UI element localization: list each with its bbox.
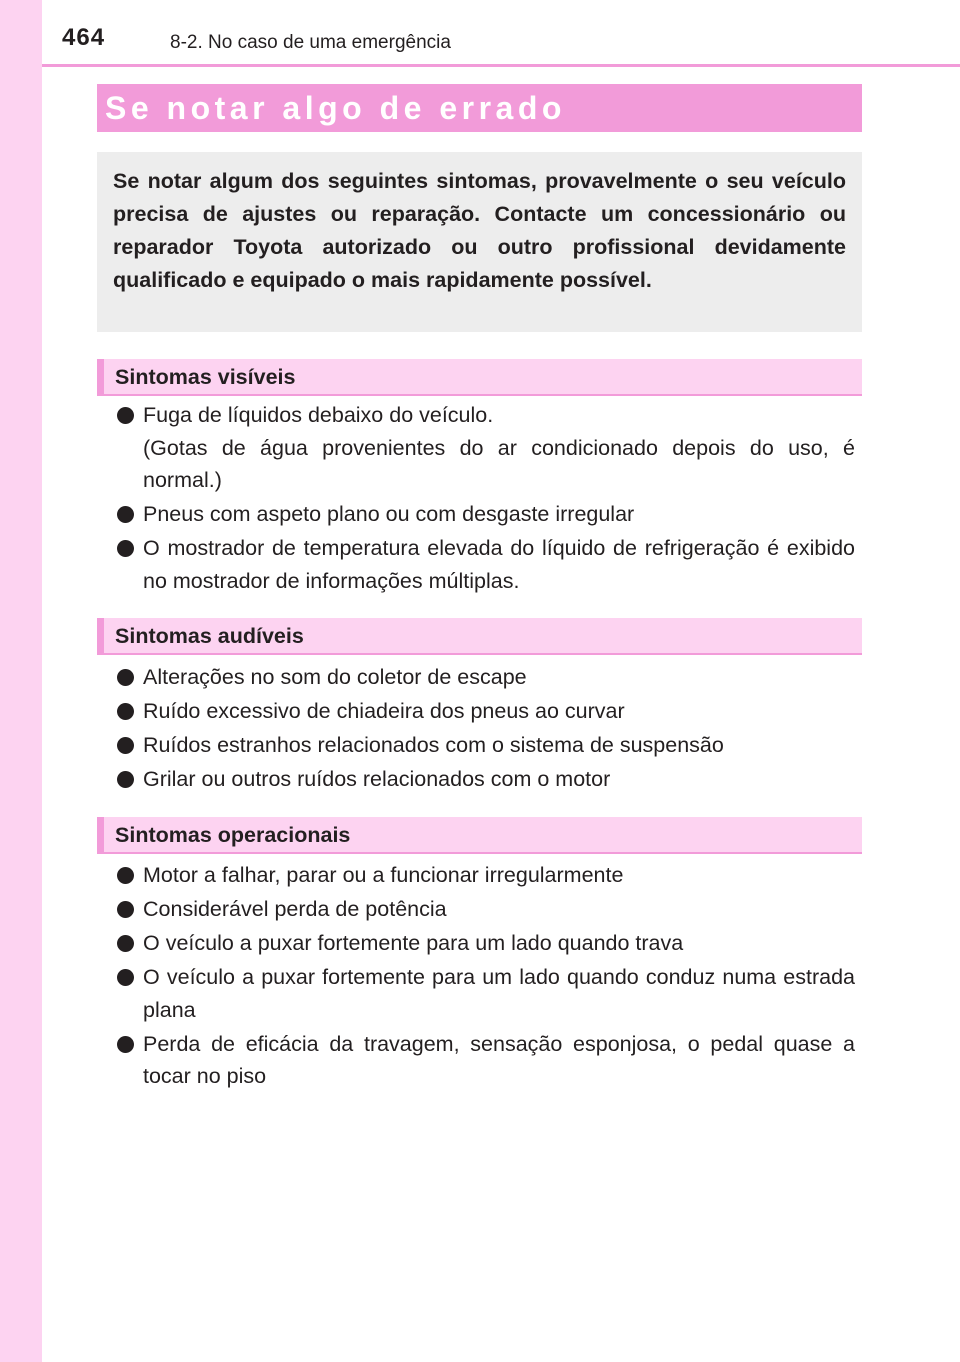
list-item <box>97 893 855 926</box>
list-item <box>97 927 855 960</box>
list-item <box>97 763 855 796</box>
section-heading-operational-symptoms: Sintomas operacionais <box>97 817 862 854</box>
bullet-icon <box>117 737 134 754</box>
list-item-text: Alterações no som do coletor de escape <box>143 665 527 689</box>
list-item <box>97 399 855 497</box>
list-item-text: Perda de eficácia da travagem, sensação esponjosa, o pedal quase a tocar no piso <box>143 1031 855 1088</box>
intro-box <box>97 152 862 332</box>
list-item <box>97 1028 855 1093</box>
list-item-text: Motor a falhar, parar ou a funcionar irregularmente <box>143 863 624 887</box>
bullet-icon <box>117 506 134 523</box>
left-margin-bar <box>0 0 42 1362</box>
list-item-text: Ruídos estranhos relacionados com o sistema de suspensão <box>143 733 724 757</box>
visible-symptoms-list <box>97 399 855 599</box>
bullet-icon <box>117 771 134 788</box>
bullet-icon <box>117 540 134 557</box>
section-heading-visible-symptoms: Sintomas visíveis <box>97 359 862 396</box>
list-item <box>97 859 855 892</box>
list-item <box>97 695 855 728</box>
bullet-icon <box>117 407 134 424</box>
header-divider <box>42 64 960 67</box>
section-heading-audible-symptoms: Sintomas audíveis <box>97 618 862 655</box>
bullet-icon <box>117 669 134 686</box>
section-reference: 8-2. No caso de uma emergência <box>170 32 451 53</box>
list-item-text: O veículo a puxar fortemente para um lado quando conduz numa estrada plana <box>143 965 855 1022</box>
list-item-text: O mostrador de temperatura elevada do líquido de refrigeração é exibido no mostrador de informações múltiplas. <box>143 536 855 593</box>
list-item-text: Pneus com aspeto plano ou com desgaste irregular <box>143 502 635 526</box>
list-item <box>97 729 855 762</box>
list-item-text: Considerável perda de potência <box>143 897 447 921</box>
list-item-text: Grilar ou outros ruídos relacionados com o motor <box>143 767 611 791</box>
list-item <box>97 532 855 597</box>
operational-symptoms-list <box>97 859 855 1094</box>
list-item-text: Ruído excessivo de chiadeira dos pneus ao curvar <box>143 699 625 723</box>
intro-text: Se notar algum dos seguintes sintomas, provavelmente o seu veículo precisa de ajustes ou reparação. Contacte um concessionário ou reparador Toyota autorizado ou outro profissional devidamente qualificado e equipado o mais rapidamente possível. <box>113 169 846 292</box>
list-item <box>97 961 855 1026</box>
bullet-icon <box>117 703 134 720</box>
bullet-icon <box>117 969 134 986</box>
bullet-icon <box>117 935 134 952</box>
list-item-note: (Gotas de água provenientes do ar condicionado depois do uso, é normal.) <box>143 435 855 492</box>
list-item <box>97 498 855 531</box>
bullet-icon <box>117 901 134 918</box>
page-number: 464 <box>62 24 106 51</box>
bullet-icon <box>117 867 134 884</box>
list-item <box>97 661 855 694</box>
list-item-text: Fuga de líquidos debaixo do veículo. <box>143 403 494 427</box>
bullet-icon <box>117 1036 134 1053</box>
audible-symptoms-list <box>97 661 855 797</box>
page-title: Se notar algo de errado <box>97 84 862 132</box>
list-item-text: O veículo a puxar fortemente para um lado quando trava <box>143 931 684 955</box>
